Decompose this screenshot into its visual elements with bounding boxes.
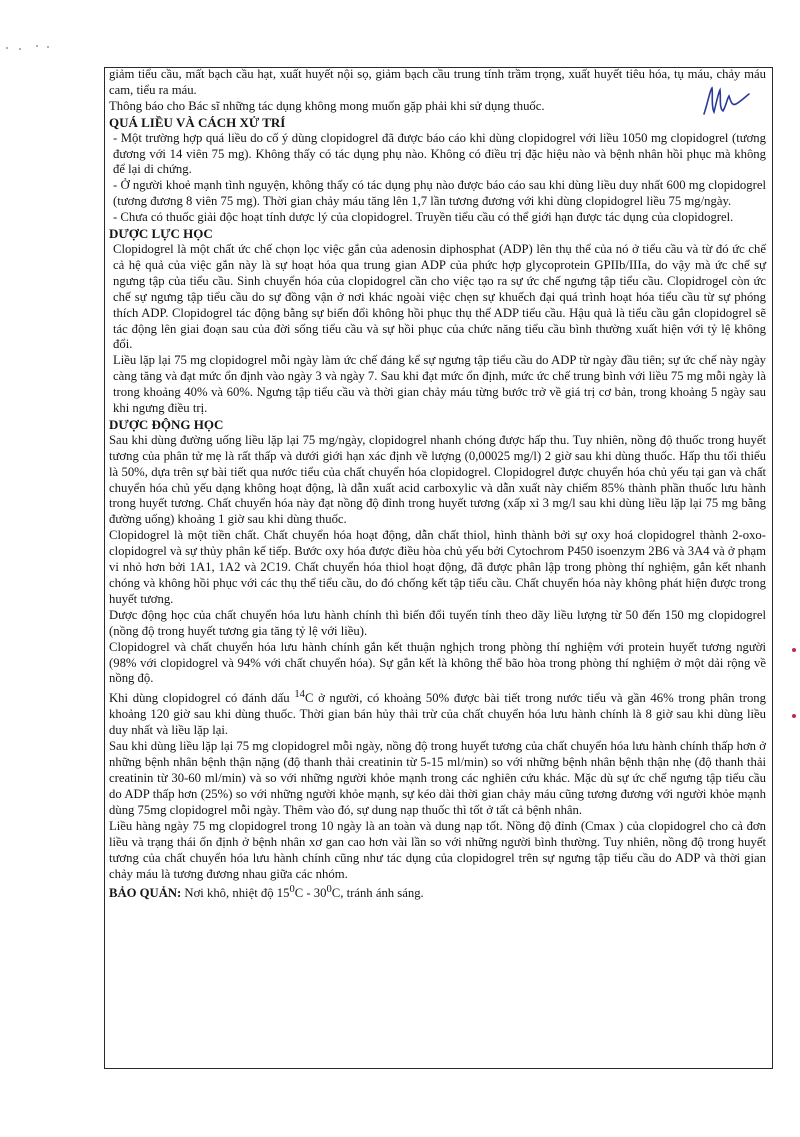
pharmacokinetics-paragraph: Dược động học của chất chuyển hóa lưu hành chính thì biến đổi tuyến tính theo dãy liều lượng từ 50 đến 150 mg clopidogrel (nồng độ trong huyết tương gia tăng tỷ lệ với liều). xyxy=(109,607,766,638)
pharmacokinetics-paragraph: Clopidogrel là một tiền chất. Chất chuyển hóa hoạt động, dẫn chất thiol, hình thành bởi sự oxy hoá clopidogrel thành 2-oxo-clopidogrel và sự thủy phân kế tiếp. Bước oxy hóa được điều hòa chủ yếu bởi Cytochrom P450 isoenzym 2B6 và 3A4 và ở phạm vi nhỏ hơn bởi 1A1, 1A2 và 2C19. Chất chuyển hóa thiol hoạt động, đã được phân lập trong phòng thí nghiệm, gắn kết nhanh chóng và không hồi phục với các thụ thể tiểu cầu, do đó chống kết tập tiểu cầu. Chất chuyển hóa này không phát hiện được trong huyết tương. xyxy=(109,528,766,606)
pharmacokinetics-paragraph: Sau khi dùng liều lặp lại 75 mg clopidogrel mỗi ngày, nồng độ trong huyết tương của chất chuyển hóa lưu hành chính thấp hơn ở những bệnh nhân bệnh thận nặng (độ thanh thải creatinin từ 5-15 ml/min) so với những bệnh nhân bệnh thận nhẹ (độ thanh thải creatinin từ 30-60 ml/min) và so với những người khỏe mạnh trong các nghiên cứu khác. Mặc dù sự ức chế ngưng tập tiểu cầu do ADP thấp hơn (25%) so với những người khỏe mạnh, sự kéo dài thời gian chảy máu cũng tương đương với người khỏe mạnh dùng 75mg clopidogrel mỗi ngày. Thêm vào đó, sự dung nạp thuốc thì tốt ở tất cả bệnh nhân. xyxy=(109,739,766,817)
document-body xyxy=(109,67,766,903)
pharmacodynamics-heading: DƯỢC LỰC HỌC xyxy=(109,226,213,242)
report-notice: Thông báo cho Bác sĩ những tác dụng không mong muốn gặp phải khi sử dụng thuốc. xyxy=(109,98,545,113)
pharmacodynamics-paragraph: Clopidogrel là một chất ức chế chọn lọc việc gắn của adenosin diphosphat (ADP) lên thụ thể của nó ở tiểu cầu và từ đó ức chế cả hệ quả của việc gắn này là sự hoạt hóa qua trung gian ADP của phức hợp glycoprotein GPIIb/IIIa, do vậy mà ức chế sự ngưng tập của tiểu cầu. Sinh chuyển hóa của clopidogrel cần cho việc tạo ra sự ức chế ngưng tập tiểu cầu. Clopidrogel còn ức chế sự ngưng tập tiểu cầu do sự đồng vận ở nơi khác ngoài việc chẹn sự khuếch đại quá trình hoạt hóa tiểu cầu từ sự phóng thích ADP. Clopidogrel tác động bằng sự biến đổi không hồi phục thụ thể ADP tiểu cầu. Hậu quả là tiểu cầu gắn clopidogrel sẽ tác động lên giai đoạn sau của đời sống tiểu cầu và sự hồi phục của chức năng tiểu cầu bình thường xuất hiện với tỷ lệ không đổi. xyxy=(113,241,766,352)
edge-stamp-mark xyxy=(791,706,797,712)
side-effects-continued: giảm tiểu cầu, mất bạch cầu hạt, xuất huyết nội sọ, giảm bạch cầu trung tính trầm trọng, xuất huyết tiêu hóa, tụ máu, chảy máu cam, tiểu ra máu. xyxy=(109,67,766,97)
pharmacokinetics-paragraph: Khi dùng clopidogrel có đánh dấu $^{14}$C ở người, có khoảng 50% được bài tiết trong nước tiểu và gần 46% trong phân trong khoảng 120 giờ sau khi dùng thuốc. Thời gian bán hủy thải trừ của chất chuyển hóa lưu hành chính là 8 giờ sau khi dùng liều duy nhất và liều lặp lại. xyxy=(109,689,766,738)
overdose-paragraph: - Ở người khoẻ mạnh tình nguyện, không thấy có tác dụng phụ nào được báo cáo sau khi dùng liều duy nhất 600 mg clopidogrel (tương đương 8 viên 75 mg). Thời gian chảy máu tăng lên 1,7 lần tương đương với khi dùng clopidogrel liều 75 mg/ngày. xyxy=(113,178,766,209)
pharmacokinetics-paragraph: Sau khi dùng đường uống liều lặp lại 75 mg/ngày, clopidogrel nhanh chóng được hấp thu. Tuy nhiên, nồng độ thuốc trong huyết tương của phân tử mẹ là rất thấp và dưới giới hạn xác định về lượng (0,00025 mg/l) 2 giờ sau khi dùng thuốc. Hấp thu tối thiểu là 50%, dựa trên sự bài tiết qua nước tiểu của chất chuyển hóa clopidogrel. Clopidogrel được chuyển hóa chủ yếu tại gan và chất chuyển hóa chủ yếu dạng không hoạt động, là dẫn xuất acid carboxylic và dẫn xuất này chiếm 85% thành phần thuốc lưu hành trong huyết tương. Chất chuyển hóa này đạt nồng độ đỉnh trong huyết tương (xấp xỉ 3 mg/l sau khi dùng liều lặp lại 75 mg bằng đường uống) khoảng 1 giờ sau khi dùng thuốc. xyxy=(109,432,766,527)
pharmacodynamics-paragraph: Liều lặp lại 75 mg clopidogrel mỗi ngày làm ức chế đáng kể sự ngưng tập tiểu cầu do ADP từ ngày đầu tiên; sự ức chế này ngày càng tăng và đạt mức ổn định vào ngày 3 và ngày 7. Sau khi đạt mức ổn định, mức ức chế trung bình với liều 75 mg mỗi ngày là trong khoảng 40% và 60%. Ngưng tập tiểu cầu và thời gian chảy máu từng bước trở về giá trị cơ bản, trong khoảng 5 ngày sau khi ngưng điều trị. xyxy=(113,353,766,416)
pharmacokinetics-paragraph: Clopidogrel và chất chuyển hóa lưu hành chính gắn kết thuận nghịch trong phòng thí nghiệm với protein huyết tương người (98% với clopidogrel và 94% với chất chuyển hóa). Sự gắn kết là không thể bão hòa trong phòng thí nghiệm ở một dải rộng về nồng độ. xyxy=(109,639,766,686)
pharmacokinetics-paragraph: Liều hàng ngày 75 mg clopidogrel trong 10 ngày là an toàn và dung nạp tốt. Nồng độ đỉnh (Cmax ) của clopidogrel cho cả đơn liều và trạng thái ổn định ở bệnh nhân xơ gan cao hơn vài lần so với những người bình thường. Tuy nhiên, nồng độ trong huyết tương của chất chuyển hóa lưu hành chính cũng như tác dụng của clopidogrel trên sự ngưng tập tiểu cầu do ADP và thời gian chảy máu là tương đương nhau giữa các nhóm. xyxy=(109,818,766,881)
overdose-paragraph: - Chưa có thuốc giải độc hoạt tính dược lý của clopidogrel. Truyền tiểu cầu có thể giới hạn được tác dụng của clopidogrel. xyxy=(113,210,734,225)
scan-speck-marks xyxy=(4,40,54,52)
isotope-superscript: 14 xyxy=(294,689,305,701)
storage-line: BẢO QUẢN: Nơi khô, nhiệt độ $15^0C - 30^0C$, tránh ánh sáng. xyxy=(109,884,424,901)
edge-stamp-mark xyxy=(791,640,797,646)
pharmacokinetics-heading: DƯỢC ĐỘNG HỌC xyxy=(109,416,224,432)
overdose-heading: QUÁ LIỀU VÀ CÁCH XỬ TRÍ xyxy=(109,114,286,130)
overdose-paragraph: - Một trường hợp quá liều do cố ý dùng clopidogrel đã được báo cáo khi dùng clopidogrel với liều 1050 mg clopidogrel (tương đương với 14 viên 75 mg). Không thấy có tác dụng phụ nào. Không có điều trị đặc hiệu nào và bệnh nhân hồi phục mà không để lại di chứng. xyxy=(113,130,766,177)
storage-label: BẢO QUẢN: xyxy=(109,886,182,901)
